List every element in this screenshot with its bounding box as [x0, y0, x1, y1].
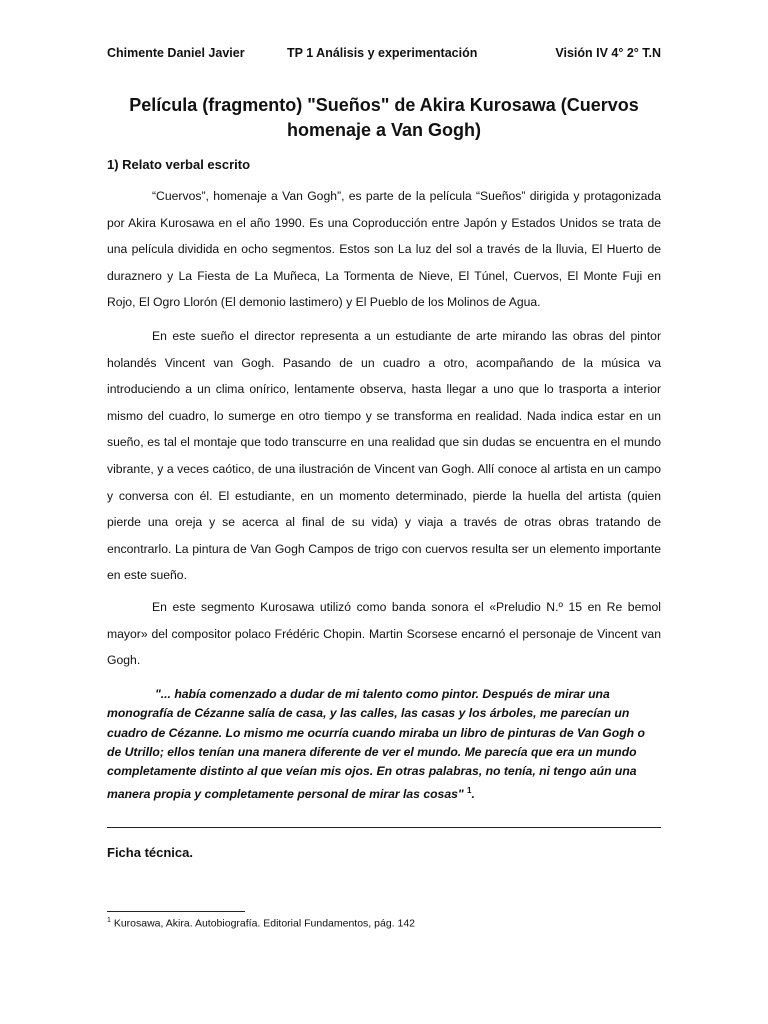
footnote [107, 917, 415, 930]
quote-footnote-ref[interactable]: 1 [467, 786, 472, 796]
ficha-heading: Ficha técnica. [107, 845, 193, 860]
horizontal-rule [107, 827, 661, 828]
header-course: Visión IV 4° 2° T.N [555, 46, 661, 60]
header-subject: TP 1 Análisis y experimentación [287, 46, 478, 60]
paragraph-1: “Cuervos”, homenaje a Van Gogh”, es parte de la película “Sueños” dirigida y protagonizada por Akira Kurosawa en el año 1990. Es una Coproducción entre Japón y Estados Unidos se trata de una película dividida en ocho segmentos. Estos son La luz del sol a través de la lluvia, El Huerto de duraznero y La Fiesta de La Muñeca, La Tormenta de Nieve, El Túnel, Cuervos, El Monte Fuji en Rojo, El Ogro Llorón (El demonio lastimero) y El Pueblo de los Molinos de Agua. [107, 189, 661, 310]
footnote-number: 1 [107, 917, 111, 924]
page-header [107, 46, 661, 66]
quote-trailing: . [471, 787, 475, 802]
quote-text: "... había comenzado a dudar de mi talento como pintor. Después de mirar una monografía de Cézanne salía de casa, y las calles, las casas y los árboles, me parecían un cuadro de Cézanne. Lo mismo me ocurría cuando miraba un libro de pinturas de Van Gogh o de Utrillo; ellos tenían una manera diferente de ver el mundo. Me parecía que era un mundo completamente distinto al que veían mis ojos. En otras palabras, no tenía, ni tengo aún una manera propia y completamente personal de mirar las cosas" [107, 687, 645, 802]
header-author: Chimente Daniel Javier [107, 46, 245, 60]
footnote-separator [107, 911, 245, 912]
block-quote [107, 685, 661, 805]
paragraph-3: En este segmento Kurosawa utilizó como banda sonora el «Preludio N.º 15 en Re bemol mayor» del compositor polaco Frédéric Chopin. Martin Scorsese encarnó el personaje de Vincent van Gogh. [107, 600, 661, 668]
document-title: Película (fragmento) "Sueños" de Akira Kurosawa (Cuervos homenaje a Van Gogh) [129, 95, 639, 140]
footnote-text: Kurosawa, Akira. Autobiografía. Editorial Fundamentos, pág. 142 [113, 917, 416, 930]
section-heading: 1) Relato verbal escrito [107, 157, 251, 172]
paragraph-2: En este sueño el director representa a un estudiante de arte mirando las obras del pintor holandés Vincent van Gogh. Pasando de un cuadro a otro, acompañando de la música va introduciendo a un clima onírico, lentamente observa, hasta llegar a uno que lo trasporta a interior mismo del cuadro, lo sumerge en otro tiempo y se transforma en realidad. Nada indica estar en un sueño, es tal el montaje que todo transcurre en una realidad que sin dudas se encuentra en el mundo vibrante, y a veces caótico, de una ilustración de Vincent van Gogh. Allí conoce al artista en un campo y conversa con él. El estudiante, en un momento determinado, pierde la huella del artista (quien pierde una oreja y se acerca al final de su vida) y viaja a través de otras obras tratando de encontrarlo. La pintura de Van Gogh Campos de trigo con cuervos resulta ser un elemento importante en este sueño. [107, 329, 661, 583]
